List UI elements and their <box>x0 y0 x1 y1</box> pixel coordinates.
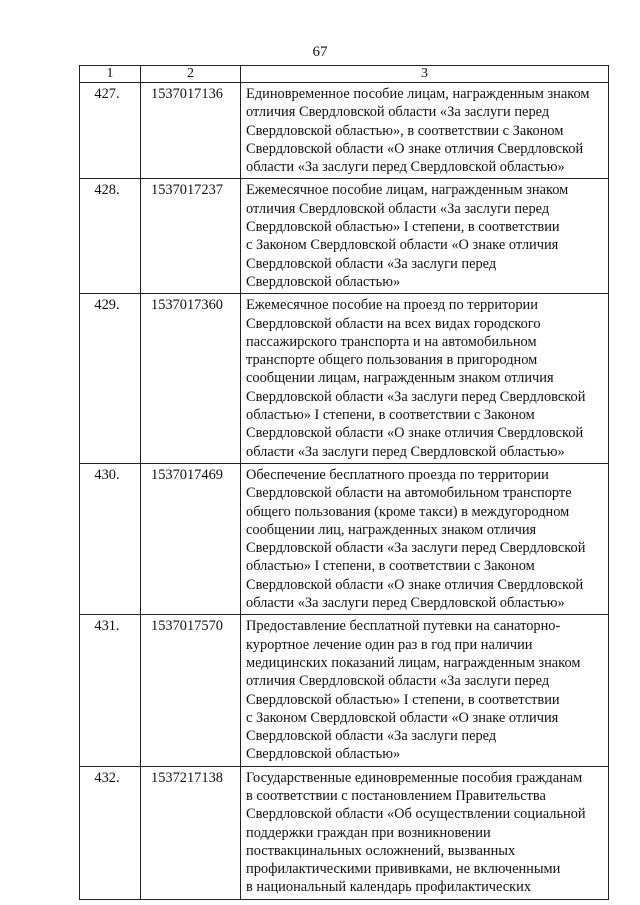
row-description <box>241 179 609 294</box>
description-line: Свердловской области «За заслуги перед Свердловской <box>246 388 586 405</box>
column-header-2: 2 <box>141 66 241 83</box>
description-line: отличия Свердловской области «За заслуги перед <box>246 104 550 121</box>
description-line: Свердловской области на всех видах городского <box>246 315 541 332</box>
table-row <box>80 766 609 899</box>
row-number: 427. <box>80 83 141 179</box>
row-description <box>241 83 609 179</box>
description-line: области «За заслуги перед Свердловской областью» <box>246 595 565 612</box>
description-line: профилактическими прививками, не включенными <box>246 861 561 878</box>
description-line: отличия Свердловской области «За заслуги перед <box>246 673 550 690</box>
description-line: поддержки граждан при возникновении <box>246 824 491 841</box>
row-code: 1537017136 <box>141 83 241 179</box>
description-line: Ежемесячное пособие лицам, награжденным знаком <box>246 182 569 199</box>
table-row <box>80 179 609 294</box>
row-number: 428. <box>80 179 141 294</box>
description-line: Свердловской области «За заслуги перед <box>246 728 497 745</box>
description-line: Единовременное пособие лицам, награжденным знаком <box>246 86 590 102</box>
description-line: в национальный календарь профилактических <box>246 879 532 896</box>
description-line: Свердловской области «За заслуги перед Свердловской <box>246 540 586 557</box>
row-description <box>241 615 609 766</box>
row-description <box>241 463 609 614</box>
description-line: сообщении лицам, награжденным знаком отличия <box>246 370 554 387</box>
row-number: 432. <box>80 766 141 899</box>
row-description <box>241 766 609 899</box>
description-line: Свердловской областью» I степени, в соответствии <box>246 691 560 708</box>
row-code: 1537017360 <box>141 294 241 464</box>
description-line: Свердловской области «О знаке отличия Свердловской <box>246 425 584 442</box>
description-line: Свердловской области «О знаке отличия Свердловской <box>246 576 584 593</box>
description-line: Свердловской области на автомобильном транспорте <box>246 485 572 502</box>
description-line: Свердловской областью» I степени, в соответствии <box>246 219 560 236</box>
page-number: 67 <box>312 44 328 60</box>
table-row <box>80 294 609 464</box>
description-line: поствакцинальных осложнений, вызванных <box>246 842 516 859</box>
description-line: в соответствии с постановлением Правительства <box>246 787 546 804</box>
row-code: 1537017570 <box>141 615 241 766</box>
row-code: 1537217138 <box>141 766 241 899</box>
description-line: Ежемесячное пособие на проезд по территории <box>246 297 538 314</box>
description-line: области «За заслуги перед Свердловской областью» <box>246 443 565 460</box>
description-line: Свердловской областью» <box>246 746 401 763</box>
description-line: с Законом Свердловской области «О знаке отличия <box>246 237 559 254</box>
description-line: общего пользования (кроме такси) в междугородном <box>246 503 570 520</box>
description-line: Свердловской области «О знаке отличия Свердловской <box>246 140 584 157</box>
table-row <box>80 83 609 179</box>
column-header-3: 3 <box>241 66 609 83</box>
description-line: медицинских показаний лицам, награжденным знаком <box>246 654 581 671</box>
description-line: пассажирского транспорта и на автомобильном <box>246 333 537 350</box>
document-table <box>79 65 609 900</box>
description-line: Обеспечение бесплатного проезда по территории <box>246 466 549 483</box>
description-line: областью» I степени, в соответствии с Законом <box>246 407 535 424</box>
header-row <box>80 66 609 83</box>
row-code: 1537017237 <box>141 179 241 294</box>
description-line: отличия Свердловской области «За заслуги перед <box>246 200 550 217</box>
description-line: курортное лечение один раз в год при наличии <box>246 636 533 653</box>
description-line: Свердловской области «Об осуществлении социальной <box>246 806 586 823</box>
row-description <box>241 294 609 464</box>
description-line: Свердловской области «За заслуги перед <box>246 255 497 272</box>
description-line: Свердловской областью» <box>246 273 401 290</box>
description-line: сообщении лиц, награжденных знаком отличия <box>246 521 537 538</box>
row-number: 429. <box>80 294 141 464</box>
description-line: областью» I степени, в соответствии с Законом <box>246 558 535 575</box>
description-line: Предоставление бесплатной путевки на санаторно- <box>246 618 561 635</box>
row-code: 1537017469 <box>141 463 241 614</box>
row-number: 430. <box>80 463 141 614</box>
column-header-1: 1 <box>80 66 141 83</box>
table-row <box>80 615 609 766</box>
description-line: Государственные единовременные пособия гражданам <box>246 769 583 786</box>
row-number: 431. <box>80 615 141 766</box>
description-line: области «За заслуги перед Свердловской областью» <box>246 159 565 176</box>
table-row <box>80 463 609 614</box>
description-line: транспорте общего пользования в пригородном <box>246 352 538 369</box>
description-line: с Законом Свердловской области «О знаке отличия <box>246 709 559 726</box>
description-line: Свердловской областью», в соответствии с Законом <box>246 122 564 139</box>
